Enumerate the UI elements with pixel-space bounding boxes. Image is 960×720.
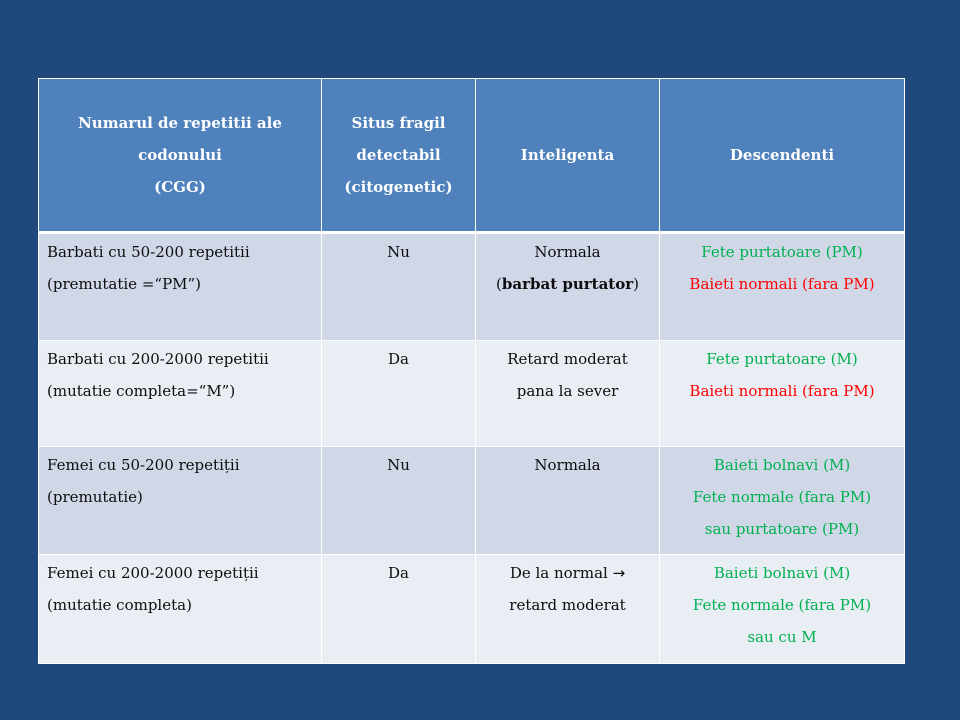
category-line: Femei cu 200-2000 repetiții [47,563,259,582]
category-cell [39,341,322,447]
header-repeat-count [39,79,322,233]
right-arrow-icon: → [612,563,626,582]
category-cell [39,554,322,663]
category-line: (mutatie completa=“M”) [47,382,236,400]
descendant-line: Baieti normali (fara PM) [689,382,875,400]
descendant-line: Fete normale (fara PM) [692,595,872,614]
header-line: Inteligenta [520,146,615,164]
fragile-site-cell [322,446,476,554]
intelligence-cell [476,446,660,554]
table-header [39,79,905,233]
header-intelligence [476,79,660,233]
header-line: (CGG) [154,178,206,196]
paren-open: ( [496,275,502,293]
descendant-line: Baieti normali (fara PM) [689,275,875,293]
descendant-line: Fete purtatoare (M) [706,350,858,368]
header-line: detectabil [356,146,441,164]
paren-close: ) [633,275,639,293]
header-line: Descendenti [729,146,835,164]
category-line: (premutatie =“PM”) [47,275,202,293]
descendants-cell [660,554,905,663]
intelligence-line [484,268,651,300]
fragile-site-cell [322,554,476,663]
category-line: Barbati cu 200-2000 repetitii [47,350,269,368]
header-line: Situs fragil [351,114,446,132]
fragile-site-cell [322,341,476,447]
category-line: (premutatie) [47,487,143,506]
category-line: Femei cu 50-200 repetiții [47,455,240,474]
intelligence-line: Retard moderat [507,350,628,368]
category-cell [39,233,322,341]
descendant-line: Baieti bolnavi (M) [713,563,851,582]
intelligence-line: Normala [534,243,601,261]
header-descendants [660,79,905,233]
fragile-site-value: Da [388,350,409,368]
intelligence-cell [476,554,660,663]
descendants-cell [660,233,905,341]
descendants-cell [660,341,905,447]
header-line: Numarul de repetitii ale [78,114,282,132]
table-row [39,446,905,554]
fragile-site-value: Nu [387,243,410,261]
intelligence-line: retard moderat [509,595,626,614]
descendant-line: sau cu M [747,627,817,646]
table-row [39,233,905,341]
header-line: codonului [138,146,222,164]
descendant-line: sau purtatoare (PM) [704,519,860,538]
intelligence-text: De la normal [509,563,608,582]
descendant-line: Fete purtatoare (PM) [701,243,863,261]
intelligence-line: pana la sever [516,382,619,400]
header-row [39,79,905,233]
intelligence-line: Normala [534,455,601,474]
fragile-site-value: Da [388,563,409,582]
fragile-site-cell [322,233,476,341]
category-line: Barbati cu 50-200 repetitii [47,243,250,261]
table-row [39,341,905,447]
intelligence-cell [476,233,660,341]
header-line: (citogenetic) [344,178,453,196]
intelligence-cell [476,341,660,447]
category-cell [39,446,322,554]
table-body [39,233,905,664]
table-row [39,554,905,663]
category-line: (mutatie completa) [47,595,192,614]
intelligence-bold: barbat purtator [501,275,634,293]
intelligence-line [484,557,651,589]
descendant-line: Baieti bolnavi (M) [713,455,851,474]
header-fragile-site [322,79,476,233]
descendant-line: Fete normale (fara PM) [692,487,872,506]
genetics-table [38,78,905,664]
fragile-site-value: Nu [387,455,410,474]
descendants-cell [660,446,905,554]
